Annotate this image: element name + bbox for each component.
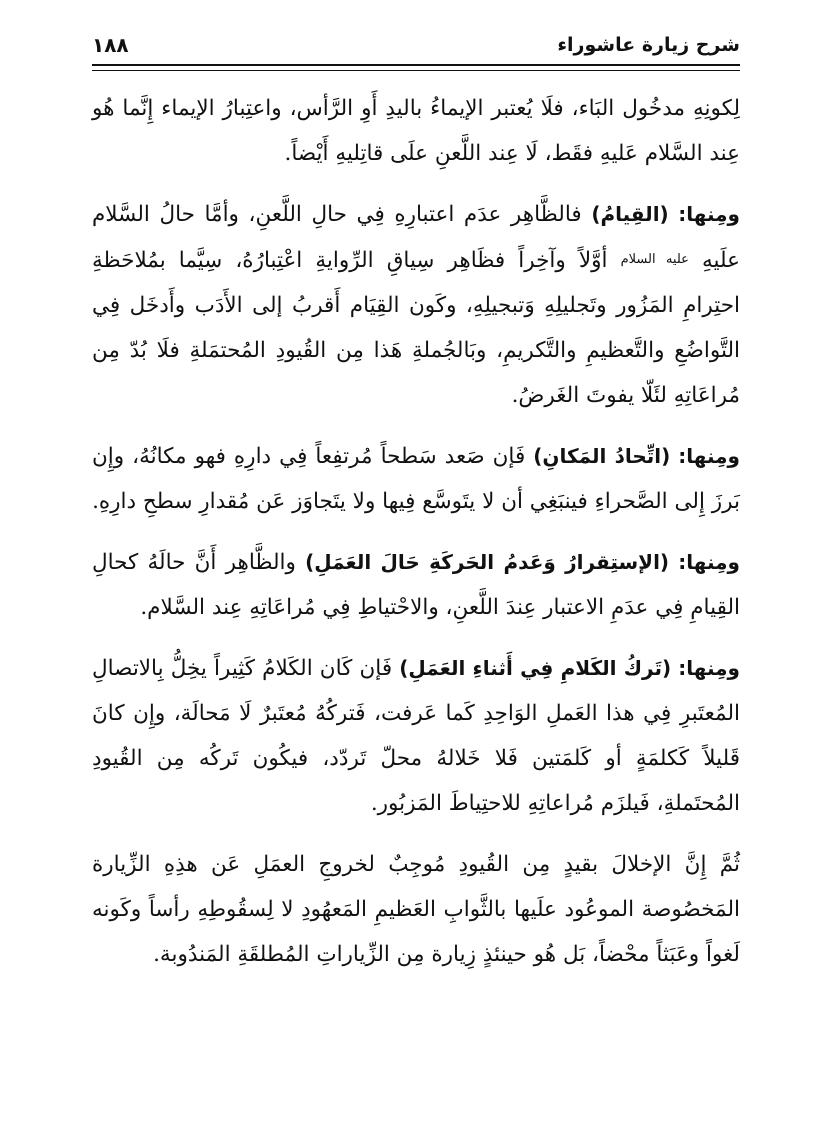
paragraph-keyword: (الإستِقرارُ وَعَدمُ الحَركَةِ حَالَ العَمَلِ) bbox=[305, 550, 670, 574]
honorific-mark: عليه السلام bbox=[620, 252, 689, 267]
paragraph-text: والظَّاهِر أَنَّ حالَهُ كحالِ القِيامِ فِي عدَمِ الاعتبار عِندَ اللَّعنِ، والاحْتياطِ فِي مُراعَاتِهِ عِند السَّلام. bbox=[92, 550, 740, 620]
paragraph-text: لِكونِهِ مدخُول البَاء، فلَا يُعتبر الإيماءُ باليدِ أَوِ الرَّأس، واعتِبارُ الإيماء إِنَّما هُو عِند السَّلام عَليهِ فقَط، لَا عِند اللَّعنِ علَى قاتِليهِ أَيْضاً. bbox=[92, 96, 740, 166]
paragraph-text-continued: أوَّلاً وآخِراً فظَاهِر سِياقِ الرِّوايةِ اعْتِبارُهُ، سِيَّما بمُلاحَظةِ احتِرامِ المَزُور وتَجليلِهِ وَتبجيلِهِ، وكَون القِيَام أَقربُ إلى الأَدَب وأَدخَل فِي التَّواضُعِ والتَّعظيمِ والتَّكريمِ، وبَالجُملةِ هَذا مِن القُيودِ المُحتمَلةِ فلَا بُدّ مِن مُراعَاتِهِ لئَلّا يفوتَ الغَرضُ. bbox=[92, 248, 740, 408]
page-body bbox=[92, 86, 740, 993]
paragraph-6 bbox=[92, 842, 740, 977]
paragraph-text: ثُمَّ إِنَّ الإخلالَ بقيدٍ مِن القُيودِ مُوجِبٌ لخروجِ العمَلِ عَن هذِهِ الزِّيارة المَخصُوصة الموعُود علَيها بالثَّوابِ العَظيمِ المَعهُودِ لا لِسقُوطِهِ رأساً وكَونه لَغواً وعَبَثاً محْضاً، بَل هُو حينئذٍ زِيارة مِن الزِّياراتِ المُطلقَةِ المَندُوبة. bbox=[92, 852, 740, 967]
paragraph-keyword: (القِيامُ) bbox=[591, 202, 669, 226]
paragraph-3 bbox=[92, 434, 740, 524]
paragraph-lead: ومِنها: bbox=[678, 444, 740, 468]
paragraph-2 bbox=[92, 192, 740, 418]
paragraph-5 bbox=[92, 646, 740, 826]
paragraph-lead: ومِنها: bbox=[678, 202, 740, 226]
page-number: ١٨٨ bbox=[92, 33, 129, 57]
paragraph-text: فالظَّاهِر عدَم اعتبارِهِ فِي حالِ اللَّعنِ، وأمَّا حالُ السَّلام علَيهِ bbox=[92, 202, 740, 273]
paragraph-4 bbox=[92, 540, 740, 630]
paragraph-text: فَإن صَعد سَطحاً مُرتفِعاً فِي دارِهِ فهو مكانُهُ، وإِن بَرزَ إِلى الصَّحراءِ فينبَغِي أن لا يتَوسَّع فِيها ولا يتَجاوَز عَن مُقدارِ سطحِ دارِهِ. bbox=[92, 444, 740, 514]
paragraph-lead: ومِنها: bbox=[678, 656, 740, 680]
paragraph-text: فَإن كَان الكَلامُ كَثِيراً يخِلُّ بِالاتصالِ المُعتَبرِ فِي هذا العَملِ الوَاحِدِ كَما عَرفت، فَتركُهُ مُعتَبرٌ لَا مَحالَة، وإِن كانَ قَليلاً كَكلمَةٍ أو كَلمَتين فَلا خَلالهُ محلّ تَردّد، فيكُون تَركُه مِن القُيودِ المُحتَملةِ، فَيلزَم مُراعاتِهِ للاحتِياطَ المَزبُور. bbox=[92, 656, 740, 816]
paragraph-1 bbox=[92, 86, 740, 176]
header-divider bbox=[92, 64, 740, 71]
paragraph-keyword: (اتِّحادُ المَكانِ) bbox=[533, 444, 671, 468]
running-header bbox=[92, 28, 740, 62]
paragraph-keyword: (تَركُ الكَلامِ فِي أَثناءِ العَمَلِ) bbox=[399, 656, 672, 680]
header-title: شرح زيارة عاشوراء bbox=[557, 34, 740, 56]
paragraph-lead: ومِنها: bbox=[678, 550, 740, 574]
